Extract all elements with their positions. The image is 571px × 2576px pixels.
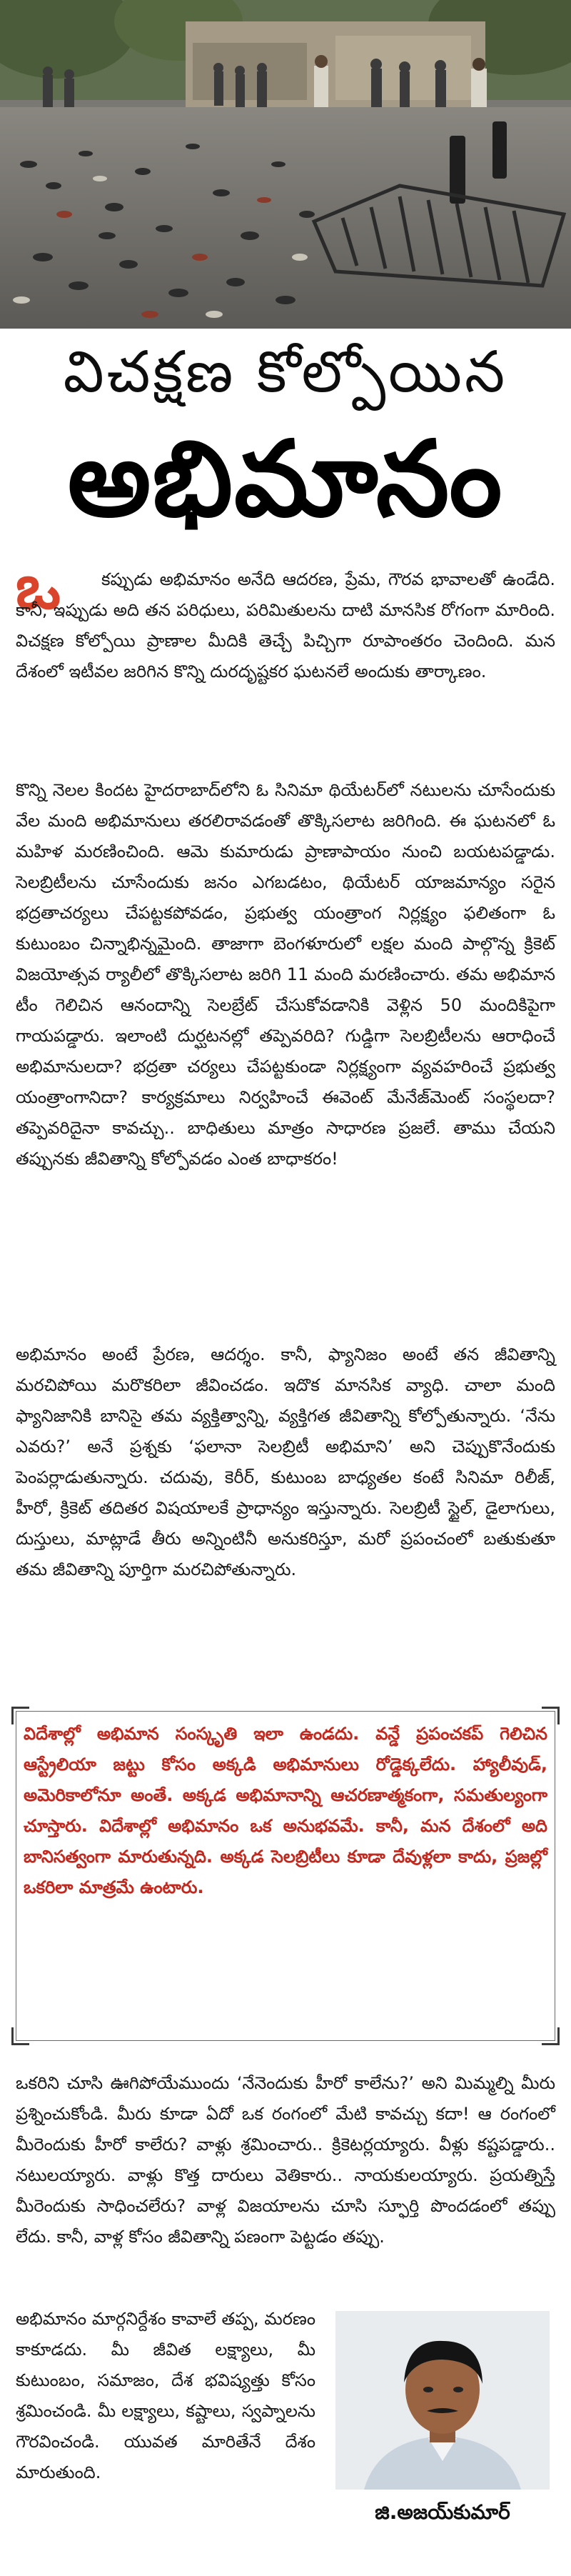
drop-cap: ఒ	[16, 551, 61, 623]
author-photo	[335, 2311, 550, 2490]
box-corner-mark	[11, 1707, 29, 1724]
stampede-aftermath-photo	[0, 0, 571, 329]
headline-line-1: విచక్షణ కోల్పోయిన	[63, 339, 508, 405]
paragraph-5: అభిమానం మార్గనిర్దేశం కావాలే తప్ప, మరణం కాకూడదు. మీ జీవిత లక్ష్యాలు, మీ కుటుంబం, సమాజం, దేశ భవిష్యత్తు కోసం శ్రమించండి. మీ లక్ష్యాలు, కష్టాలు, స్వప్నాలను గౌరవించండి. యువత మారితేనే దేశం మారుతుంది.	[16, 2309, 315, 2482]
box-corner-mark	[542, 2027, 560, 2045]
paragraph-1: కప్పుడు అభిమానం అనేది ఆదరణ, ప్రేమ, గౌరవ భావాలతో ఉండేది. కానీ, ఇప్పుడు అది తన పరిధులు, పరిమితులను దాటి మానసిక రోగంగా మారింది. విచక్షణ కోల్పోయి ప్రాణాల మీదికి తెచ్చే పిచ్చిగా రూపాంతరం చెందింది. మన దేశంలో ఇటీవల జరిగిన కొన్ని దురదృష్టకర ఘటనలే అందుకు తార్కాణం.	[16, 569, 555, 682]
author-name: జి.అజయ్‌కుమార్	[375, 2500, 510, 2524]
headline	[0, 330, 571, 544]
box-corner-mark	[542, 1707, 560, 1724]
box-corner-mark	[11, 2027, 29, 2045]
paragraph-4: ఒకరిని చూసి ఊగిపోయేముందు ‘నేనెందుకు హీరో కాలేను?’ అని మిమ్మల్ని మీరు ప్రశ్నించుకోండి. మీరు కూడా ఏదో ఒక రంగంలో మేటి కావచ్చు కదా! ఆ రంగంలో మీరెందుకు హీరో కాలేరు? వాళ్లు శ్రమించారు.. క్రికెటర్లయ్యారు. వీళ్లు కష్టపడ్డారు.. నటులయ్యారు. వాళ్లు కొత్త దారులు వెతికారు.. నాయకులయ్యారు. ప్రయత్నిస్తే మీరెందుకు సాధించలేరు? వాళ్ల విజయాలను చూసి స్ఫూర్తి పొందడంలో తప్పు లేదు. కానీ, వాళ్ల కోసం జీవితాన్ని పణంగా పెట్టడం తప్పు.	[16, 2073, 555, 2247]
highlight-box	[16, 1711, 555, 2041]
paragraph-2: కొన్ని నెలల కిందట హైదరాబాద్‌లోని ఓ సినిమా థియేటర్‌లో నటులను చూసేందుకు వేల మంది అభిమానులు తరలిరావడంతో తొక్కిసలాట జరిగింది. ఈ ఘటనలో ఓ మహిళ మరణించింది. ఆమె కుమారుడు ప్రాణాపాయం నుంచి బయటపడ్డాడు. సెలబ్రిటీలను చూసేందుకు జనం ఎగబడటం, థియేటర్ యాజమాన్యం సరైన భద్రతాచర్యలు చేపట్టకపోవడం, ప్రభుత్వ యంత్రాంగ నిర్లక్ష్యం ఫలితంగా ఓ కుటుంబం చిన్నాభిన్నమైంది. తాజాగా బెంగళూరులో లక్షల మంది పాల్గొన్న క్రికెట్ విజయోత్సవ ర్యాలీలో తొక్కిసలాట జరిగి 11 మంది మరణించారు. తమ అభిమాన టీం గెలిచిన ఆనందాన్ని సెలబ్రేట్ చేసుకోవడానికి వెళ్లిన 50 మందికిపైగా గాయపడ్డారు. ఇలాంటి దుర్ఘటనల్లో తప్పెవరిది? గుడ్డిగా సెలబ్రిటీలను ఆరాధించే అభిమానులదా? భద్రతా చర్యలు చేపట్టకుండా నిర్లక్ష్యంగా వ్యవహరించే ప్రభుత్వ యంత్రాంగానిదా? కార్యక్రమాలు నిర్వహించే ఈవెంట్ మేనేజ్‌మెంట్ సంస్థలదా? తప్పెవరిదైనా కావచ్చు.. బాధితులు మాత్రం సాధారణ ప్రజలే. తాము చేయని తప్పునకు జీవితాన్ని కోల్పోవడం ఎంత బాధాకరం!	[16, 780, 555, 1169]
paragraph-3: అభిమానం అంటే ప్రేరణ, ఆదర్శం. కానీ, ఫ్యానిజం అంటే తన జీవితాన్ని మరచిపోయి మరొకరిలా జీవించడం. ఇదొక మానసిక వ్యాధి. చాలా మంది ఫ్యానిజానికి బానిసై తమ వ్యక్తిత్వాన్ని, వ్యక్తిగత జీవితాన్ని కోల్పోతున్నారు. ‘నేను ఎవరు?’ అనే ప్రశ్నకు ‘ఫలానా సెలబ్రిటీ అభిమాని’ అని చెప్పుకొనేందుకు పెంపర్లాడుతున్నారు. చదువు, కెరీర్, కుటుంబ బాధ్యతల కంటే సినిమా రిలీజ్, హీరో, క్రికెట్ తదితర విషయాలకే ప్రాధాన్యం ఇస్తున్నారు. సెలబ్రిటీ స్టైల్, డైలాగులు, దుస్తులు, మాట్లాడే తీరు అన్నింటినీ అనుకరిస్తూ, మరో ప్రపంచంలో బతుకుతూ తమ జీవితాన్ని పూర్తిగా మరచిపోతున్నారు.	[16, 1344, 555, 1579]
highlight-box-text: విదేశాల్లో అభిమాన సంస్కృతి ఇలా ఉండదు. వన్డే ప్రపంచకప్ గెలిచిన ఆస్ట్రేలియా జట్టు కోసం అక్కడి అభిమానులు రోడ్డెక్కలేదు. హ్యాలీవుడ్, అమెరికాలోనూ అంతే. అక్కడ అభిమానాన్ని ఆచరణాత్మకంగా, సమతుల్యంగా చూస్తారు. విదేశాల్లో అభిమానం ఒక అనుభవమే. కానీ, మన దేశంలో అది బానిసత్వంగా మారుతున్నది. అక్కడ సెలబ్రిటీలు కూడా దేవుళ్లలా కాదు, ప్రజల్లో ఒకరిలా మాత్రమే ఉంటారు.	[24, 1724, 547, 1897]
headline-line-2: అభిమానం	[67, 419, 504, 540]
